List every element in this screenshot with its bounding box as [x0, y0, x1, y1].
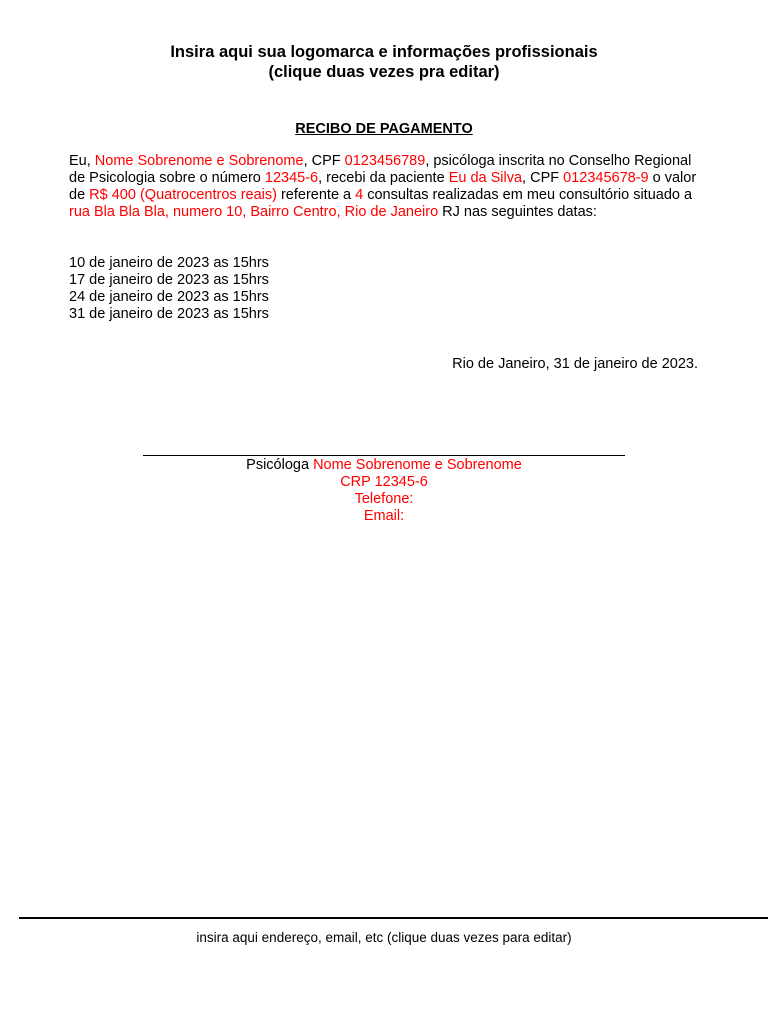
body-text-9: RJ nas seguintes datas:	[438, 204, 597, 220]
footer-placeholder[interactable]: insira aqui endereço, email, etc (clique duas vezes para editar)	[196, 930, 572, 945]
header-line-2: (clique duas vezes pra editar)	[268, 63, 500, 81]
session-date: 24 de janeiro de 2023 as 15hrs	[69, 289, 269, 305]
footer-divider	[19, 917, 768, 919]
consultation-count: 4	[355, 187, 364, 203]
crp-number: 12345-6	[264, 170, 319, 186]
signature-name-line	[143, 457, 625, 474]
body-text-1: Eu,	[69, 153, 95, 169]
body-text-6: o valor de	[69, 170, 697, 203]
place-and-date: Rio de Janeiro, 31 de janeiro de 2023.	[452, 356, 698, 372]
signature-name: Nome Sobrenome e Sobrenome	[313, 457, 522, 473]
body-text-8: consultas realizadas em meu consultório situado a	[363, 187, 693, 203]
psychologist-name: Nome Sobrenome e Sobrenome	[94, 153, 304, 169]
psychologist-cpf: 0123456789	[344, 153, 426, 169]
office-address: rua Bla Bla Bla, numero 10, Bairro Centro, Rio de Janeiro	[69, 204, 439, 220]
patient-cpf: 012345678-9	[563, 170, 649, 186]
signature-phone: Telefone:	[354, 491, 414, 507]
body-text-2: , CPF	[303, 153, 345, 169]
payment-amount: R$ 400 (Quatrocentros reais)	[89, 187, 277, 203]
receipt-body	[69, 153, 709, 221]
signature-prefix: Psicóloga	[246, 457, 314, 473]
session-date: 31 de janeiro de 2023 as 15hrs	[69, 306, 269, 322]
patient-name: Eu da Silva	[448, 170, 523, 186]
body-text-7: referente a	[276, 187, 356, 203]
signature-crp: CRP 12345-6	[340, 474, 428, 490]
body-text-5: , CPF	[522, 170, 564, 186]
session-date: 10 de janeiro de 2023 as 15hrs	[69, 255, 269, 271]
signature-email: Email:	[363, 508, 405, 524]
signature-line	[143, 455, 625, 456]
body-text-3: , psicóloga inscrita no Conselho Regional de Psicologia sobre o número	[69, 153, 692, 186]
header-line-1: Insira aqui sua logomarca e informações profissionais	[170, 43, 598, 61]
header-placeholder[interactable]	[0, 42, 768, 82]
body-text-4: , recebi da paciente	[318, 170, 449, 186]
signature-block	[143, 457, 625, 525]
session-dates-list	[69, 255, 469, 323]
document-title: RECIBO DE PAGAMENTO	[295, 121, 473, 137]
session-date: 17 de janeiro de 2023 as 15hrs	[69, 272, 269, 288]
